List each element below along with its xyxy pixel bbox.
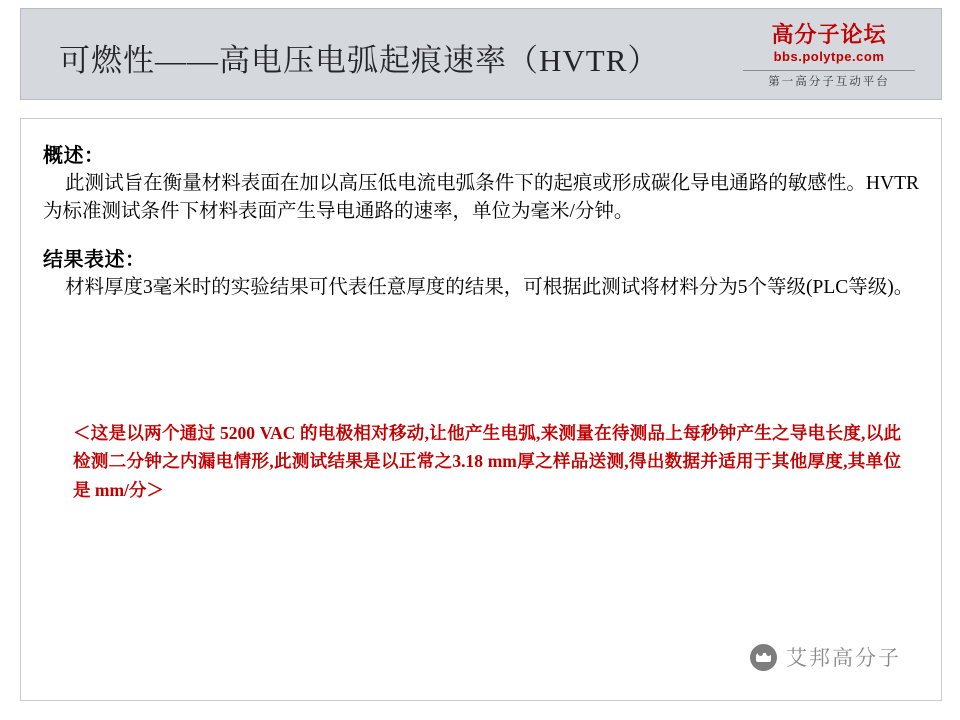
section-paragraph-overview: 此测试旨在衡量材料表面在加以高压低电流电弧条件下的起痕或形成碳化导电通路的敏感性。HVTR为标准测试条件下材料表面产生导电通路的速率，单位为毫米/分钟。: [43, 173, 919, 222]
watermark: [750, 642, 901, 672]
slide-header: [20, 8, 942, 100]
forum-logo: [739, 23, 919, 89]
section-heading-overview: 概述：: [43, 145, 105, 167]
note-text: ＜这是以两个通过 5200 VAC 的电极相对移动,让他产生电弧,来测量在待测品上每秒钟产生之导电长度,以此检测二分钟之内漏电情形,此测试结果是以正常之3.18 mm厚之样品送测,得出数据并适用于其他厚度,其单位是 mm/分＞: [73, 423, 901, 500]
page-title: 可燃性——高电压电弧起痕速率（HVTR）: [59, 43, 660, 78]
wechat-icon: [750, 644, 777, 671]
watermark-label: 艾邦高分子: [786, 646, 901, 670]
content-block: [43, 139, 919, 306]
slide-body: [20, 118, 942, 701]
section-heading-results: 结果表述：: [43, 249, 146, 272]
logo-subtitle: 第一高分子互动平台: [768, 75, 890, 88]
section-paragraph-results: 材料厚度3毫米时的实验结果可代表任意厚度的结果，可根据此测试将材料分为5个等级(PLC等级)。: [65, 277, 914, 299]
logo-title: 高分子论坛: [771, 22, 887, 47]
spacer: [43, 229, 919, 243]
logo-url: bbs.polytpe.com: [773, 49, 885, 65]
logo-divider: [743, 70, 915, 71]
